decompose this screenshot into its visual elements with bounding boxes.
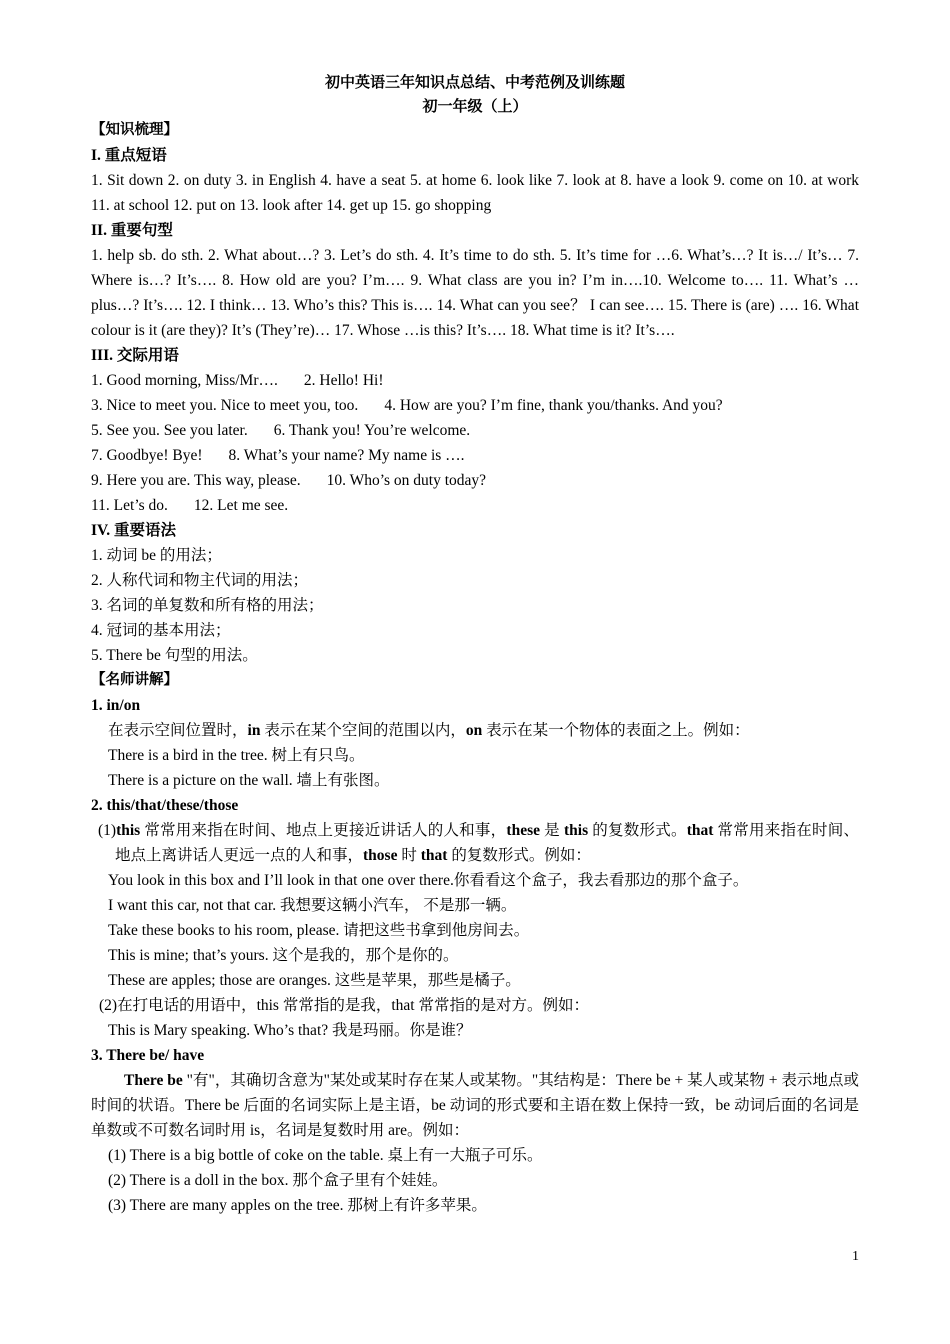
heading-sentence-patterns: II. 重要句型 — [91, 222, 173, 239]
communication-phrase: 11. Let’s do. — [91, 497, 168, 514]
communication-phrase: 12. Let me see. — [193, 497, 289, 514]
page-subtitle: 初一年级（上） — [422, 97, 528, 115]
keyword-this: this — [116, 822, 141, 839]
example-sentence: There is a picture on the wall. 墙上有张图。 — [108, 772, 390, 789]
grammar-item: 2. 人称代词和物主代词的用法； — [91, 572, 309, 589]
text-run: 的复数形式。 — [588, 822, 687, 839]
text-run: 是 — [540, 822, 564, 839]
key-phrases-text: 1. Sit down 2. on duty 3. in English 4. have a seat 5. at home 6. look like 7. look at 8. have a look 9. come on 10. at work 11. at school 12. put on 13. look after 14. get up 15. go shopping — [91, 172, 859, 214]
phone-usage-explanation: (2)在打电话的用语中，this 常常指的是我，that 常常指的是对方。例如： — [99, 997, 589, 1014]
heading-demonstratives: 2. this/that/these/those — [91, 797, 239, 814]
example-sentence: (3) There are many apples on the tree. 那树上有许多苹果。 — [108, 1197, 487, 1214]
communication-phrase: 1. Good morning, Miss/Mr…. — [91, 372, 278, 389]
there-be-explanation — [91, 1068, 859, 1143]
heading-communication: III. 交际用语 — [91, 347, 179, 364]
communication-line — [91, 493, 859, 518]
communication-line — [91, 468, 859, 493]
sentence-patterns-text: 1. help sb. do sth. 2. What about…? 3. Let’s do sth. 4. It’s time to do sth. 5. It’s time for …6. What’s…? It is…/ It’s… 7. Where is…? It’s…. 8. How old are you? I’m…. 9. What class are you in? I’m in….10. Welcome to…. 11. What’s …plus…? It’s…. 12. I think… 13. Who’s this? This is…. 14. What can you see？ I can see…. 15. There is (are) …. 16. What colour is it (are they)? It’s (They’re)… 17. Whose …is this? It’s…. 18. What time is it? It’s…. — [91, 247, 859, 339]
communication-phrase: 10. Who’s on duty today? — [326, 472, 487, 489]
example-sentence: This is Mary speaking. Who’s that? 我是玛丽。你是谁？ — [108, 1022, 472, 1039]
keyword-these: these — [506, 822, 540, 839]
page-title: 初中英语三年知识点总结、中考范例及训练题 — [324, 73, 625, 91]
page-content — [91, 70, 859, 1218]
keyword-there-be: There be — [124, 1072, 183, 1089]
communication-line — [91, 393, 859, 418]
example-sentence: You look in this box and I’ll look in that one over there.你看看这个盒子，我去看那边的那个盒子。 — [108, 872, 749, 889]
page-number: 1 — [852, 1249, 859, 1264]
keyword-on: on — [465, 722, 483, 739]
communication-line — [91, 368, 859, 393]
heading-in-on: 1. in/on — [91, 697, 141, 714]
section-heading-knowledge: 【知识梳理】 — [91, 122, 178, 138]
heading-key-phrases: I. 重点短语 — [91, 147, 167, 164]
grammar-item: 3. 名词的单复数和所有格的用法； — [91, 597, 324, 614]
keyword-that: that — [420, 847, 448, 864]
grammar-item: 5. There be 句型的用法。 — [91, 647, 258, 664]
text-run: 表示在某一个物体的表面之上。例如： — [482, 722, 750, 739]
text-run: (1) — [98, 822, 117, 839]
keyword-those: those — [363, 847, 398, 864]
text-run: 常常用来指在时间、地点上离讲话人更远一点的人和事， — [115, 822, 859, 864]
in-on-explanation — [91, 718, 859, 743]
grammar-item: 1. 动词 be 的用法； — [91, 547, 222, 564]
demonstratives-explanation — [91, 818, 859, 868]
example-sentence: (2) There is a doll in the box. 那个盒子里有个娃娃。 — [108, 1172, 448, 1189]
communication-phrase: 4. How are you? I’m fine, thank you/thanks. And you? — [384, 397, 723, 414]
example-sentence: These are apples; those are oranges. 这些是苹果，那些是橘子。 — [108, 972, 521, 989]
text-run: 常常用来指在时间、地点上更接近讲话人的人和事， — [140, 822, 507, 839]
heading-grammar: IV. 重要语法 — [91, 522, 176, 539]
text-run: 在表示空间位置时， — [108, 722, 248, 739]
communication-phrase: 5. See you. See you later. — [91, 422, 248, 439]
example-sentence: I want this car, not that car. 我想要这辆小汽车， 不是那一辆。 — [108, 897, 517, 914]
communication-phrase: 2. Hello! Hi! — [303, 372, 384, 389]
communication-phrase: 7. Goodbye! Bye! — [91, 447, 203, 464]
example-sentence: (1) There is a big bottle of coke on the table. 桌上有一大瓶子可乐。 — [108, 1147, 543, 1164]
communication-line — [91, 443, 859, 468]
example-sentence: Take these books to his room, please. 请把这些书拿到他房间去。 — [108, 922, 530, 939]
text-run: 时 — [397, 847, 421, 864]
communication-phrase: 3. Nice to meet you. Nice to meet you, too. — [91, 397, 359, 414]
grammar-item: 4. 冠词的基本用法； — [91, 622, 231, 639]
keyword-this: this — [563, 822, 589, 839]
text-run: 的复数形式。例如： — [447, 847, 591, 864]
communication-phrase: 8. What’s your name? My name is …. — [228, 447, 465, 464]
keyword-in: in — [247, 722, 261, 739]
communication-phrase: 9. Here you are. This way, please. — [91, 472, 301, 489]
section-heading-teacher-notes: 【名师讲解】 — [91, 672, 178, 688]
text-run: "有"，其确切含意为"某处或某时存在某人或某物。"其结构是：There be + 某人或某物 + 表示地点或时间的状语。There be 后面的名词实际上是主语，be 动词的形式要和主语在数上保持一致，be 动词后面的名词是单数或不可数名词时用 is，名词是复数时用 are。例如： — [91, 1072, 859, 1139]
heading-there-be: 3. There be/ have — [91, 1047, 205, 1064]
communication-line — [91, 418, 859, 443]
example-sentence: There is a bird in the tree. 树上有只鸟。 — [108, 747, 365, 764]
communication-phrase: 6. Thank you! You’re welcome. — [273, 422, 471, 439]
text-run: 表示在某个空间的范围以内， — [260, 722, 466, 739]
example-sentence: This is mine; that’s yours. 这个是我的，那个是你的。 — [108, 947, 459, 964]
keyword-that: that — [686, 822, 714, 839]
